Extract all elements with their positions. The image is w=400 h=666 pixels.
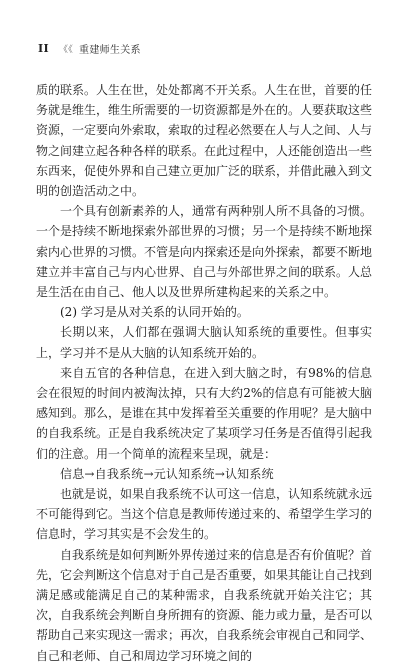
paragraph: 自我系统是如何判断外界传递过来的信息是否有价值呢？首先，它会判断这个信息对于自己是否重要，如果其能让自己找到满足感或能满足自己的某种需求，自我系统就开始关注它；其次，自我系统会判断自身所拥有的资源、能力或力量，是否可以帮助自己来实现这一需求；再次，自我系统会审视自己和同学、自己和老师、自己和周边学习环境之间的 [36,547,373,663]
page-number: II [38,41,49,55]
running-header [38,40,141,56]
paragraph: 长期以来，人们都在强调大脑认知系统的重要性。但事实上，学习并不是从大脑的认知系统开始的。 [36,325,372,360]
chevron-left-icon: 《《 [58,44,74,55]
numbered-heading: (2) 学习是从对关系的认同开始的。 [60,305,249,320]
chapter-title: 重建师生关系 [79,44,141,56]
paragraph: 一个具有创新素养的人，通常有两种别人所不具备的习惯。一个是持续不断地探索外部世界的习惯；另一个是持续不断地探索内心世界的习惯。不管是向内探索还是向外探索，都要不断地建立并丰富自己与内心世界、自己与外部世界之间的联系。人总是生活在由自己、他人以及世界所建构起来的关系之中。 [36,204,373,300]
paragraph: 也就是说，如果自我系统不认可这一信息，认知系统就永远不可能得到它。当这个信息是教师传递过来的、希望学生学习的信息时，学习其实是不会发生的。 [36,487,373,542]
paragraph: 来自五官的各种信息，在进入到大脑之时，有98%的信息会在很短的时间内被淘汰掉，只有大约2%的信息有可能被大脑感知到。那么，是谁在其中发挥着至关重要的作用呢？是大脑中的自我系统。正是自我系统决定了某项学习任务是否值得引起我们的注意。用一个简单的流程来呈现，就是： [36,365,373,461]
process-flow: 信息→自我系统→元认知系统→认知系统 [60,466,274,481]
paragraph: 质的联系。人生在世，处处都离不开关系。人生在世，首要的任务就是维生，维生所需要的一切资源都是外在的。人要获取这些资源，一定要向外索取，索取的过程必然要在人与人之间、人与物之间建立起各种各样的联系。在此过程中，人还能创造出一些东西来，促使外界和自己建立更加广泛的联系，并借此融入到文明的创造活动之中。 [36,83,373,199]
body-text [36,80,372,666]
